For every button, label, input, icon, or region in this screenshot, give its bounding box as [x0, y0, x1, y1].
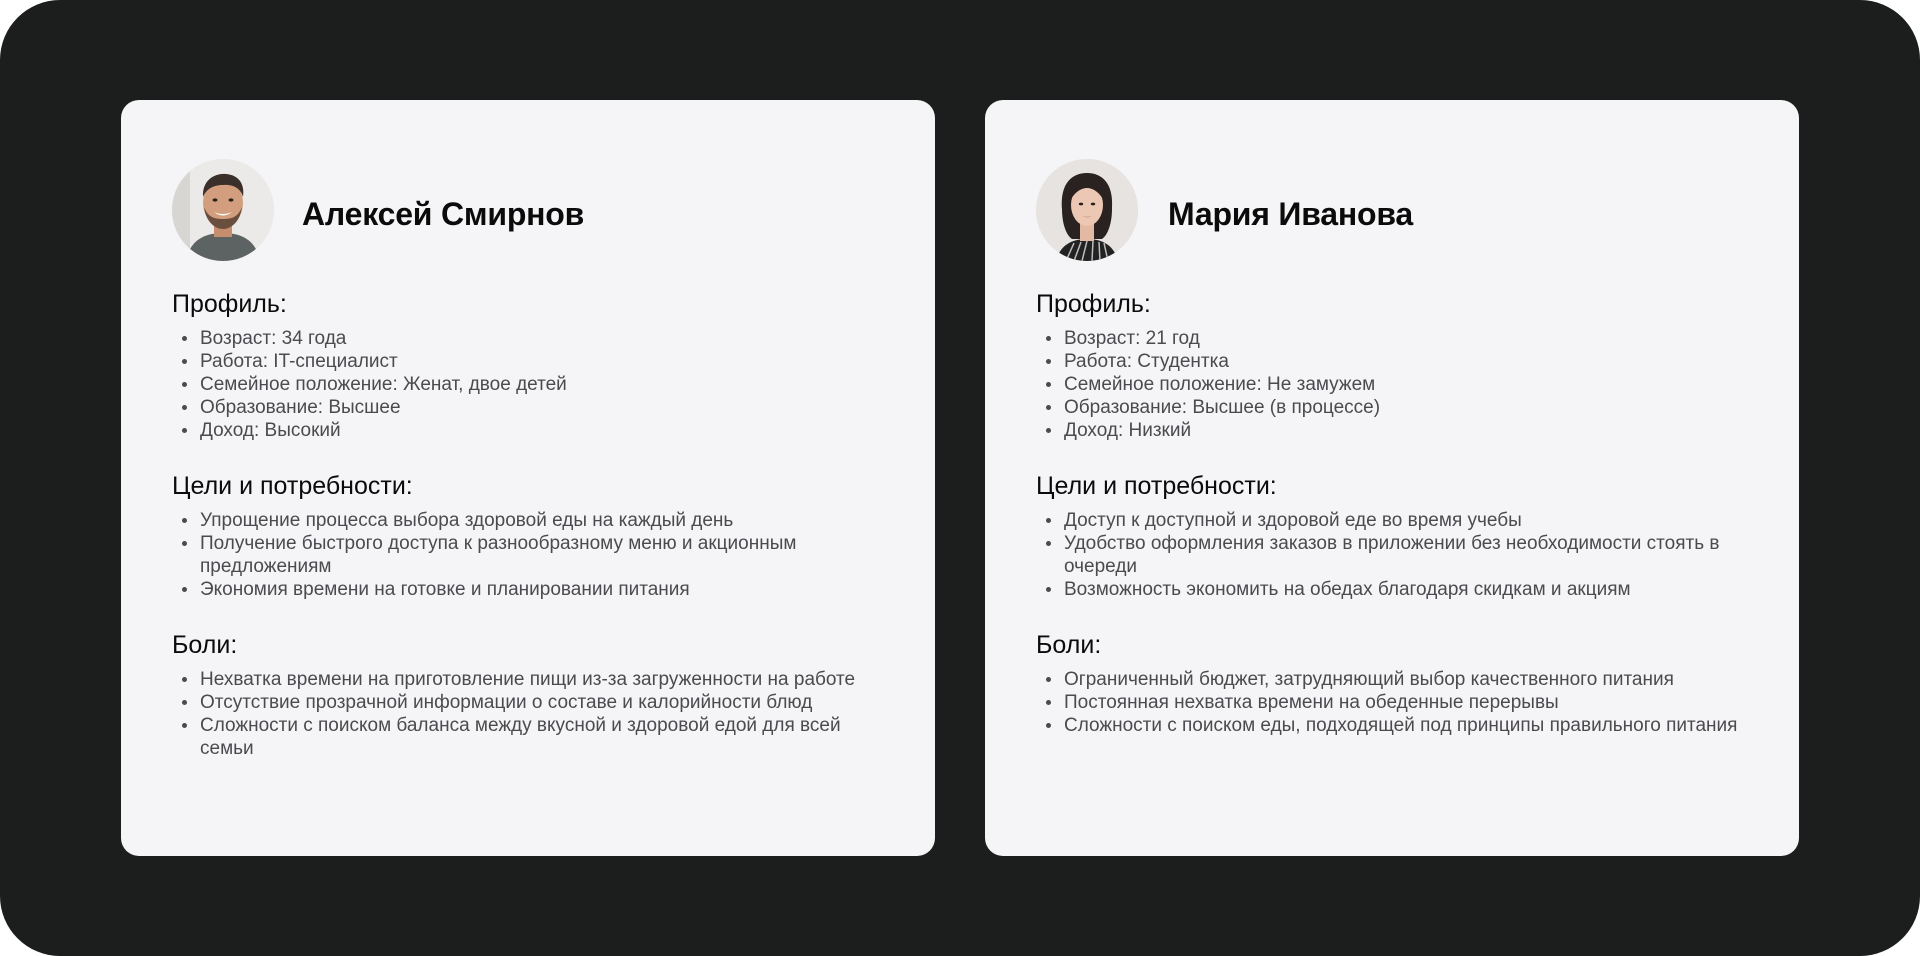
list-item: Доступ к доступной и здоровой еде во время учебы: [1064, 509, 1748, 532]
list-item: Сложности с поиском баланса между вкусной и здоровой едой для всей семьи: [200, 714, 884, 760]
persona-name: Мария Иванова: [1168, 195, 1413, 232]
person-photo-woman-icon: [1036, 159, 1138, 261]
pains-section: [172, 629, 884, 760]
persona-card-maria: [985, 100, 1799, 856]
pains-section: [1036, 629, 1748, 737]
goals-section: [172, 470, 884, 601]
list-item: Доход: Низкий: [1064, 419, 1748, 442]
list-item: Упрощение процесса выбора здоровой еды на каждый день: [200, 509, 884, 532]
persona-card-aleksey: [121, 100, 935, 856]
section-heading: Боли:: [1036, 631, 1102, 659]
persona-header: [172, 159, 884, 261]
profile-section: [1036, 288, 1748, 442]
profile-list: [1036, 327, 1748, 442]
goals-section: [1036, 470, 1748, 601]
person-photo-man-icon: [172, 159, 274, 261]
list-item: Семейное положение: Не замужем: [1064, 373, 1748, 396]
section-heading: Цели и потребности:: [172, 472, 413, 500]
pains-list: [1036, 668, 1748, 737]
list-item: Ограниченный бюджет, затрудняющий выбор качественного питания: [1064, 668, 1748, 691]
avatar: [1036, 159, 1138, 261]
list-item: Экономия времени на готовке и планировании питания: [200, 578, 884, 601]
section-heading: Профиль:: [172, 290, 287, 318]
list-item: Семейное положение: Женат, двое детей: [200, 373, 884, 396]
list-item: Работа: IT-специалист: [200, 350, 884, 373]
list-item: Постоянная нехватка времени на обеденные перерывы: [1064, 691, 1748, 714]
list-item: Возраст: 34 года: [200, 327, 884, 350]
section-heading: Профиль:: [1036, 290, 1151, 318]
list-item: Нехватка времени на приготовление пищи из-за загруженности на работе: [200, 668, 884, 691]
list-item: Сложности с поиском еды, подходящей под принципы правильного питания: [1064, 714, 1748, 737]
list-item: Отсутствие прозрачной информации о составе и калорийности блюд: [200, 691, 884, 714]
list-item: Доход: Высокий: [200, 419, 884, 442]
list-item: Образование: Высшее: [200, 396, 884, 419]
profile-section: [172, 288, 884, 442]
pains-list: [172, 668, 884, 760]
avatar: [172, 159, 274, 261]
section-heading: Цели и потребности:: [1036, 472, 1277, 500]
goals-list: [1036, 509, 1748, 601]
list-item: Возможность экономить на обедах благодаря скидкам и акциям: [1064, 578, 1748, 601]
persona-header: [1036, 159, 1748, 261]
list-item: Образование: Высшее (в процессе): [1064, 396, 1748, 419]
goals-list: [172, 509, 884, 601]
section-heading: Боли:: [172, 631, 238, 659]
list-item: Возраст: 21 год: [1064, 327, 1748, 350]
profile-list: [172, 327, 884, 442]
list-item: Работа: Студентка: [1064, 350, 1748, 373]
persona-name: Алексей Смирнов: [302, 195, 585, 232]
list-item: Удобство оформления заказов в приложении без необходимости стоять в очереди: [1064, 532, 1748, 578]
list-item: Получение быстрого доступа к разнообразному меню и акционным предложениям: [200, 532, 884, 578]
